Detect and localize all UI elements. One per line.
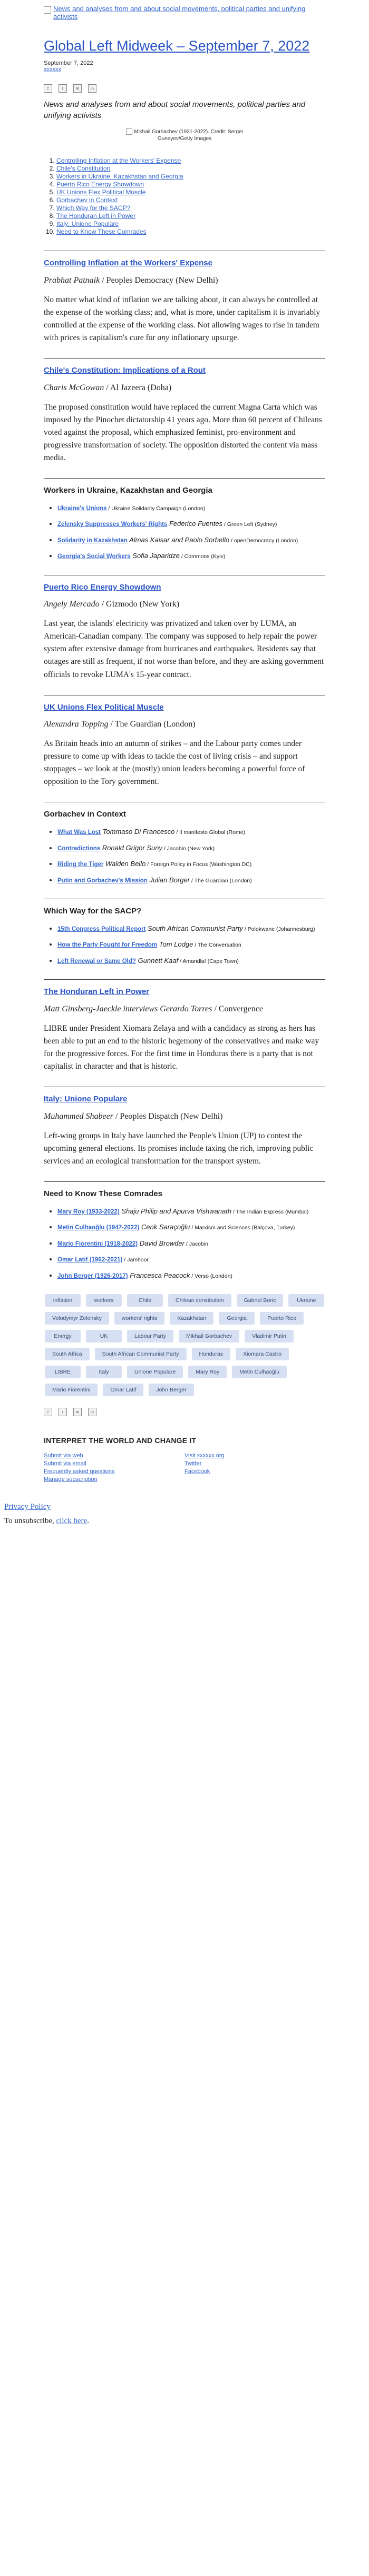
section-title-sacp: Which Way for the SACP?	[44, 907, 142, 916]
tag[interactable]: Energy	[45, 1330, 81, 1342]
tag[interactable]: Mario Fiorentini	[45, 1384, 98, 1396]
byline: Prabhat Patnaik / Peoples Democracy (New Delhi)	[44, 275, 218, 285]
tag[interactable]: Italy	[86, 1366, 122, 1378]
link-list	[44, 503, 325, 561]
divider	[44, 1181, 325, 1182]
list-item: • Zelensky Suppresses Workers' Rights Federico Fuentes / Green Left (Sydney)	[57, 519, 325, 529]
toc-item[interactable]: Italy: Unione Populare	[56, 220, 119, 228]
toc-item[interactable]: Workers in Ukraine, Kazakhstan and Georgia	[56, 173, 183, 181]
tag[interactable]: Kazakhstan	[170, 1312, 213, 1325]
page-title[interactable]: Global Left Midweek – September 7, 2022	[44, 38, 310, 54]
facebook-icon[interactable]: f	[44, 84, 52, 93]
table-of-contents	[44, 157, 325, 236]
share-icons-bottom	[44, 1408, 325, 1416]
tag[interactable]: Puerto Rico	[260, 1312, 304, 1325]
twitter-link[interactable]: Twitter	[184, 1460, 202, 1467]
email-icon[interactable]: ✉	[73, 1408, 82, 1416]
tag[interactable]: Metin Culhaoğlu	[232, 1366, 287, 1378]
article-summary: The proposed constitution would have replaced the current Magna Carta which was imposed by the Pinochet dictatorship 41 years ago. More than 60 percent of Chileans voted against the proposal, which emphasized feminist, pro-environment and progressive transformation of society. The opposition distorted the content via mass media.	[44, 402, 322, 462]
tag[interactable]: Gabriel Boric	[237, 1294, 284, 1307]
email-icon[interactable]: ✉	[73, 84, 82, 93]
article-link[interactable]: What Was Lost	[57, 829, 101, 836]
toc-item[interactable]: UK Unions Flex Political Muscle	[56, 188, 146, 196]
tag[interactable]: Chile	[127, 1294, 163, 1307]
footer-right-links	[184, 1452, 325, 1483]
byline: Alexandra Topping / The Guardian (London)	[44, 720, 196, 729]
footer-left-links	[44, 1452, 184, 1483]
divider	[44, 979, 325, 980]
article-summary: No matter what kind of inflation we are talking about, it can always be controlled at the expense of the working class; and, what is more, under capitalism it is invariably controlled at the expense of the working class. Not allowing wages to rise in tandem with prices is capitalism's cure for any inflationary upsurge.	[44, 295, 321, 343]
list-item: • Riding the Tiger Walden Bello / Foreign Policy in Focus (Washington DC)	[57, 859, 325, 869]
section-title-honduras[interactable]: The Honduran Left in Power	[44, 987, 150, 997]
toc-item[interactable]: Which Way for the SACP?	[56, 204, 131, 212]
tag[interactable]: Volodymyr Zelensky	[45, 1312, 109, 1325]
tag-list	[45, 1294, 325, 1396]
article-link[interactable]: How the Party Fought for Freedom	[57, 942, 158, 949]
list-item: • Omar Latif (1962-2021) / Jamhoor	[57, 1255, 325, 1265]
privacy-policy-link[interactable]: Privacy Policy	[4, 1502, 51, 1511]
list-item: • Putin and Gorbachev's Mission Julian Borger / The Guardian (London)	[57, 876, 325, 886]
visit-site-link[interactable]: Visit xxxxxx.org	[184, 1453, 225, 1459]
tag[interactable]: Ukraine	[288, 1294, 324, 1307]
twitter-icon[interactable]: t	[59, 1408, 67, 1416]
tag[interactable]: LIBRE	[45, 1366, 81, 1378]
link-list	[44, 1207, 325, 1281]
submit-web-link[interactable]: Submit via web	[44, 1453, 83, 1459]
toc-item[interactable]: Gorbachev in Context	[56, 196, 118, 204]
divider	[44, 358, 325, 359]
tag[interactable]: Mary Roy	[188, 1366, 227, 1378]
toc-item[interactable]: Controlling Inflation at the Workers' Expense	[56, 157, 181, 165]
link-list	[44, 924, 325, 966]
article-link[interactable]: Metin Culhaoğlu (1947-2022)	[57, 1225, 140, 1231]
intro-text: News and analyses from and about social movements, political parties and unifying activists	[44, 100, 306, 121]
broken-image-icon	[44, 6, 51, 14]
tag[interactable]: UK	[86, 1330, 122, 1342]
tag[interactable]: South African Communist Party	[95, 1348, 187, 1360]
newsletter	[44, 0, 325, 1488]
faq-link[interactable]: Frequently asked questions	[44, 1468, 115, 1475]
section-title-chile[interactable]: Chile's Constitution: Implications of a Rout	[44, 366, 206, 375]
byline: Muhammed Shabeer / Peoples Dispatch (New Delhi)	[44, 1112, 223, 1121]
unsubscribe-text: To unsubscribe, click here.	[4, 1516, 89, 1525]
tag[interactable]: Georgia	[219, 1312, 255, 1325]
divider	[44, 478, 325, 479]
section-title-inflation[interactable]: Controlling Inflation at the Workers' Expense	[44, 258, 212, 268]
section-title-workers: Workers in Ukraine, Kazakhstan and Georgia	[44, 485, 212, 495]
article-summary: As Britain heads into an autumn of strikes – and the Labour party comes under pressure to come up with ideas to tackle the cost of living crisis – and support stoppages – we look at the (mostly) union leaders becoming a powerful force of opposition to the Tory government.	[44, 739, 305, 787]
tag[interactable]: inflation	[45, 1294, 81, 1307]
tag[interactable]: workers' rights	[114, 1312, 164, 1325]
article-link[interactable]: Zelensky Suppresses Workers' Rights	[57, 521, 168, 528]
photo-caption: Mikhail Gorbachev (1931-2022). Credit: Sergei Guneyev/Getty Images	[44, 128, 325, 142]
banner-alt-text: News and analyses from and about social movements, political parties and unifying activists	[53, 5, 306, 21]
article-link[interactable]: Contradictions	[57, 845, 101, 852]
submit-email-link[interactable]: Submit via email	[44, 1460, 86, 1467]
linkedin-icon[interactable]: in	[88, 84, 96, 93]
manage-subscription-link[interactable]: Manage subscription	[44, 1476, 98, 1483]
list-item: • What Was Lost Tommaso Di Francesco / Il manifesto Global (Rome)	[57, 827, 325, 837]
article-link[interactable]: Left Renewal or Same Old?	[57, 958, 136, 964]
list-item: • Solidarity in Kazakhstan Almas Kaisar and Paolo Sorbello / openDemocracy (London)	[57, 535, 325, 545]
author-link[interactable]: xxxxxx	[44, 66, 61, 73]
article-link[interactable]: Ukraine's Unions	[57, 505, 107, 512]
share-icons	[44, 84, 325, 93]
unsubscribe-link[interactable]: click here	[56, 1516, 88, 1525]
article-summary: Left-wing groups in Italy have launched the People's Union (UP) to contest the upcoming general elections. Its promises include taxing the rich, improving public services and an ecological transformation for the transport system.	[44, 1131, 314, 1166]
list-item: • Contradictions Ronald Grigor Suny / Jacobin (New York)	[57, 843, 325, 853]
list-item: • Metin Culhaoğlu (1947-2022) Cenk Saraçoğlu / Marxism and Sciences (Balçova, Turkey)	[57, 1222, 325, 1232]
list-item: • John Berger (1926-2017) Francesca Peacock / Verso (London)	[57, 1271, 325, 1281]
tag[interactable]: John Berger	[149, 1384, 193, 1396]
linkedin-icon[interactable]: in	[88, 1408, 96, 1416]
article-link[interactable]: Omar Latif (1962-2021)	[57, 1257, 123, 1264]
tag[interactable]: Vladimir Putin	[245, 1330, 294, 1342]
list-item: • Left Renewal or Same Old? Gunnett Kaaf / Amandla! (Cape Town)	[57, 956, 325, 966]
tag[interactable]: Omar Latif	[103, 1384, 143, 1396]
article-link[interactable]: John Berger (1926-2017)	[57, 1272, 128, 1279]
tag[interactable]: Chilean constitution	[168, 1294, 231, 1307]
section-title-puerto-rico[interactable]: Puerto Rico Energy Showdown	[44, 582, 161, 592]
toc-item[interactable]: Need to Know These Comrades	[56, 228, 147, 236]
byline: Charis McGowan / Al Jazeera (Doha)	[44, 383, 172, 392]
section-title-comrades: Need to Know These Comrades	[44, 1189, 163, 1199]
toc-item[interactable]: Chile's Constitution	[56, 165, 111, 173]
tag[interactable]: Mikhail Gorbachev	[179, 1330, 239, 1342]
tag[interactable]: workers	[86, 1294, 122, 1307]
tag[interactable]: Honduras	[192, 1348, 231, 1360]
article-link[interactable]: Mary Roy (1933-2022)	[57, 1208, 120, 1215]
banner-image	[44, 5, 325, 38]
footer	[44, 1432, 325, 1487]
toc-item[interactable]: Puerto Rico Energy Showdown	[56, 181, 144, 188]
twitter-icon[interactable]: t	[59, 84, 67, 93]
byline: Angely Mercado / Gizmodo (New York)	[44, 600, 180, 609]
list-item: • How the Party Fought for Freedom Tom Lodge / The Conversation	[57, 940, 325, 950]
link-list	[44, 827, 325, 885]
article-link[interactable]: 15th Congress Political Report	[57, 926, 146, 932]
section-title-gorbachev: Gorbachev in Context	[44, 810, 126, 819]
list-item: • Ukraine's Unions / Ukraine Solidarity Campaign (London)	[57, 503, 325, 513]
footer-heading: INTERPRET THE WORLD AND CHANGE IT	[44, 1436, 197, 1445]
article-link[interactable]: Solidarity in Kazakhstan	[57, 537, 128, 544]
facebook-icon[interactable]: f	[44, 1408, 52, 1416]
section-title-uk-unions[interactable]: UK Unions Flex Political Muscle	[44, 702, 164, 712]
article-link[interactable]: Georgia's Social Workers	[57, 553, 131, 560]
article-summary: LIBRE under President Xiomara Zelaya and with a candidacy as strong as hers has been able to put an end to the historic hegemony of the conservatives and make way for the progressive forces. For the first time in Honduras there is a party that is not capitalist in character and that is historic.	[44, 1024, 319, 1071]
list-item: • Mary Roy (1933-2022) Shaju Philip and Apurva Vishwanath / The Indian Express (Mumbai)	[57, 1207, 325, 1217]
article-summary: Last year, the islands' electricity was privatized and taken over by LUMA, an American-Canadian company. The company was supposed to help repair the power system after extensive damage from hurricanes and earthquakes. Residents say that outages are still as frequent, if not worse than before, and they are asking government officials to revoke LUMA's 15-year contract.	[44, 619, 324, 679]
tag[interactable]: South Africa	[45, 1348, 90, 1360]
list-item: • Mario Fiorentini (1918-2022) David Browder / Jacobin	[57, 1239, 325, 1249]
list-item: • Georgia's Social Workers Sofia Japaridze / Commons (Kyiv)	[57, 551, 325, 561]
broken-image-icon	[126, 128, 132, 135]
list-item: • 15th Congress Political Report South African Communist Party / Polokwane (Johannesburg)	[57, 924, 325, 934]
tag[interactable]: Xiomara Castro	[236, 1348, 289, 1360]
tag[interactable]: Unione Populare	[127, 1366, 183, 1378]
post-date: September 7, 2022	[44, 60, 93, 67]
toc-item[interactable]: The Honduran Left in Power	[56, 212, 136, 220]
article-link[interactable]: Riding the Tiger	[57, 861, 104, 868]
tag[interactable]: Labour Party	[127, 1330, 173, 1342]
section-title-italy[interactable]: Italy: Unione Populare	[44, 1095, 128, 1104]
facebook-link[interactable]: Facebook	[184, 1468, 210, 1475]
byline: Matt Ginsberg-Jaeckle interviews Gerardo Torres / Convergence	[44, 1004, 263, 1014]
article-link[interactable]: Mario Fiorentini (1918-2022)	[57, 1240, 138, 1247]
article-link[interactable]: Putin and Gorbachev's Mission	[57, 877, 148, 884]
